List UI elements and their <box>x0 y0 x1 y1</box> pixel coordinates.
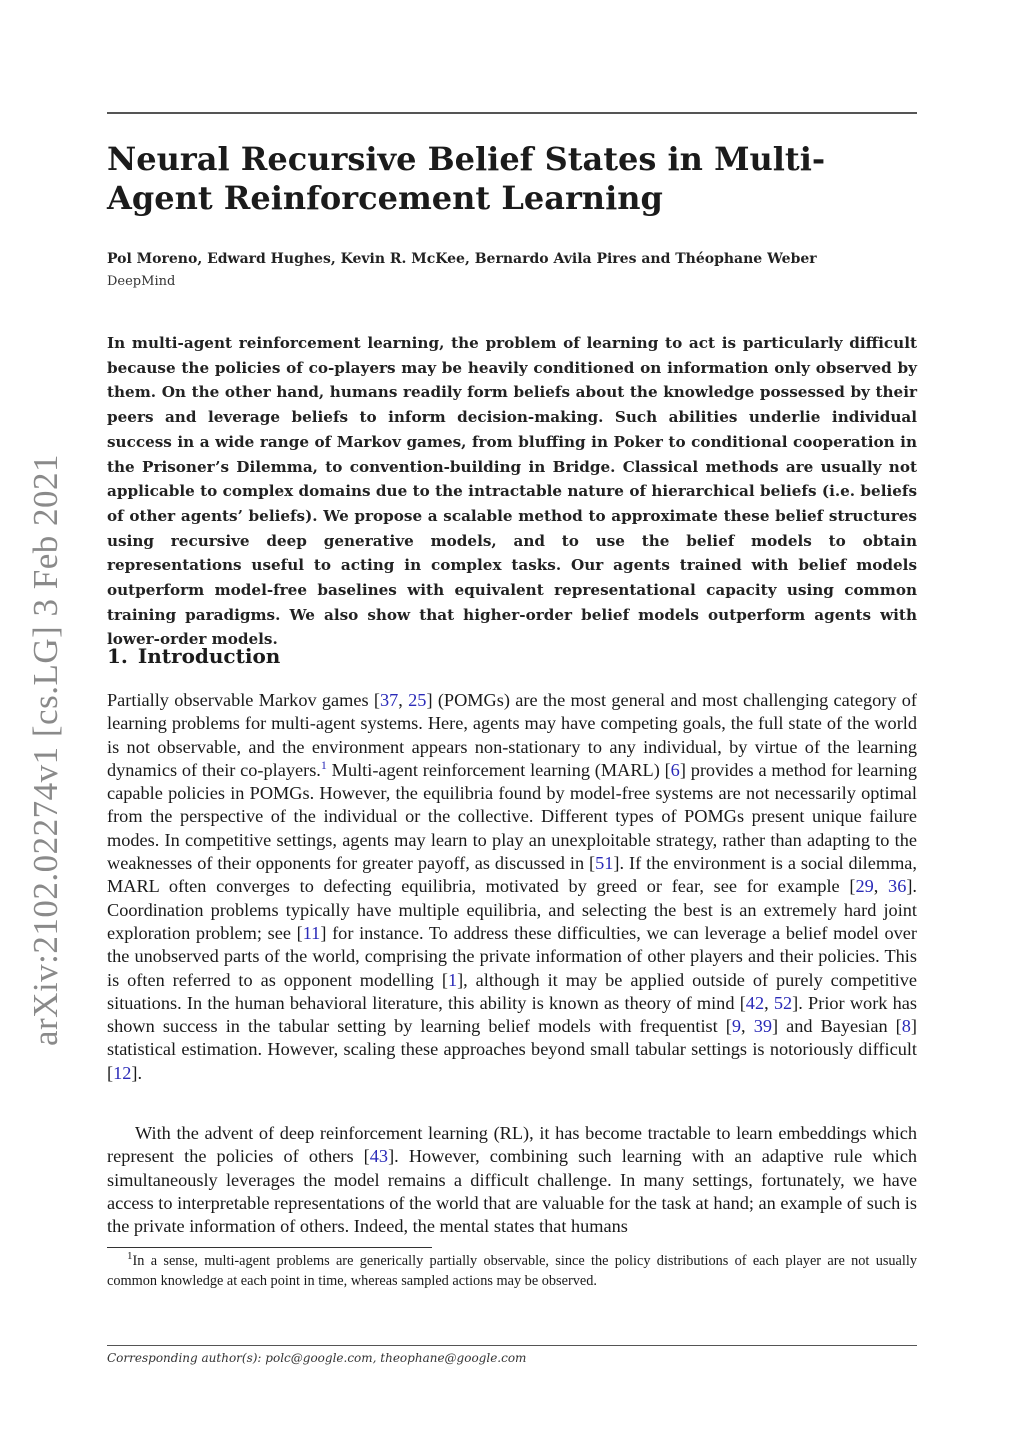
abstract: In multi-agent reinforcement learning, the problem of learning to act is particularly difficult because the policies of co-players may be heavily conditioned on information only observed by them. On the other hand, humans readily form beliefs about the knowledge possessed by their peers and leverage beliefs to inform decision-making. Such abilities underlie individual success in a wide range of Markov games, from bluffing in Poker to conditional cooperation in the Prisoner’s Dilemma, to convention-building in Bridge. Classical methods are usually not applicable to complex domains due to the intractable nature of hierarchical beliefs (i.e. beliefs of other agents’ beliefs). We propose a scalable method to approximate these belief structures using recursive deep generative models, and to use the belief models to obtain representations useful to acting in complex tasks. Our agents trained with belief models outperform model-free baselines with equivalent representational capacity using common training paradigms. We also show that higher-order belief models outperform agents with lower-order models. <box>107 334 917 649</box>
citation-link[interactable]: 8 <box>901 1016 911 1037</box>
citation-link[interactable]: 42 <box>745 992 765 1013</box>
corresponding-authors: Corresponding author(s): polc@google.com, theophane@google.com <box>107 1351 527 1365</box>
footnote <box>107 1252 917 1291</box>
affiliation: DeepMind <box>107 274 176 289</box>
citation-link[interactable]: 36 <box>888 876 907 897</box>
paper-title: Neural Recursive Belief States in Multi-Agent Reinforcement Learning <box>107 140 826 217</box>
section-number: 1. <box>107 644 128 668</box>
header-rule <box>107 112 917 114</box>
citation-link[interactable]: 52 <box>773 992 793 1013</box>
citation-link[interactable]: 1 <box>447 969 458 990</box>
citation-link[interactable]: 11 <box>302 922 321 943</box>
author-list: Pol Moreno, Edward Hughes, Kevin R. McKee, Bernardo Avila Pires and Théophane Weber <box>107 251 817 267</box>
citation-link[interactable]: 9 <box>731 1016 742 1037</box>
citation-link[interactable]: 43 <box>369 1146 389 1167</box>
citation-link[interactable]: 29 <box>855 876 874 897</box>
citation-link[interactable]: 12 <box>113 1062 132 1083</box>
citation-link[interactable]: 25 <box>408 690 427 710</box>
citation-link[interactable]: 51 <box>595 853 614 874</box>
footnote-marker[interactable]: 1 <box>320 757 327 772</box>
citation-link[interactable]: 39 <box>753 1016 772 1037</box>
footnote-rule <box>107 1247 432 1248</box>
intro-paragraph-2: With the advent of deep reinforcement learning (RL), it has become tractable to learn embeddings which represent the policies of others [43]. However, combining such learning with an adaptive rule which simultaneously leverages the model remains a difficult challenge. In many settings, fortunately, we have access to interpretable representations of the world that are valuable for the task at hand; an example of such is the private information of others. Indeed, the mental states that humans <box>107 1123 917 1237</box>
citation-link[interactable]: 6 <box>670 759 680 780</box>
arxiv-stamp: arXiv:2102.02274v1 [cs.LG] 3 Feb 2021 <box>26 453 65 1047</box>
footnote-number: 1 <box>127 1250 133 1263</box>
footnote-text: In a sense, multi-agent problems are generically partially observable, since the policy distributions of each player are not usually common knowledge at each point in time, whereas sampled actions may be observed. <box>107 1253 917 1289</box>
citation-link[interactable]: 37 <box>380 690 399 710</box>
intro-paragraph-1: Partially observable Markov games [37, 25] (POMGs) are the most general and most challenging category of learning problems for multi-agent systems. Here, agents may have competing goals, the full state of the world is not observable, and the environment appears non-stationary to any individual, by virtue of the learning dynamics of their co-players.$^1$ Multi-agent reinforcement learning (MARL) [6] provides a method for learning capable policies in POMGs. However, the equilibria found by model-free systems are not necessarily optimal from the perspective of the individual or the collective. Different types of POMGs present unique failure modes. In competitive settings, agents may learn to play an unexploitable strategy, rather than adapting to the weaknesses of their opponents for greater payoff, as discussed in [51]. If the environment is a social dilemma, MARL often converges to defecting equilibria, motivated by greed or fear, see for example [29, 36]. Coordination problems typically have multiple equilibria, and selecting the best is an extremely hard joint exploration problem; see [11] for instance. To address these difficulties, we can leverage a belief model over the unobserved parts of the world, comprising the private information of other players and their policies. This is often referred to as opponent modelling [1], although it may be applied outside of purely competitive situations. In the human behavioral literature, this ability is known as theory of mind [42, 52]. Prior work has shown success in the tabular setting by learning belief models with frequentist [9, 39] and Bayesian [8] statistical estimation. However, scaling these approaches beyond small tabular settings is notoriously difficult [12]. <box>107 690 918 1083</box>
footer-rule <box>107 1345 917 1346</box>
section-title: Introduction <box>137 644 281 668</box>
section-heading <box>107 644 280 668</box>
